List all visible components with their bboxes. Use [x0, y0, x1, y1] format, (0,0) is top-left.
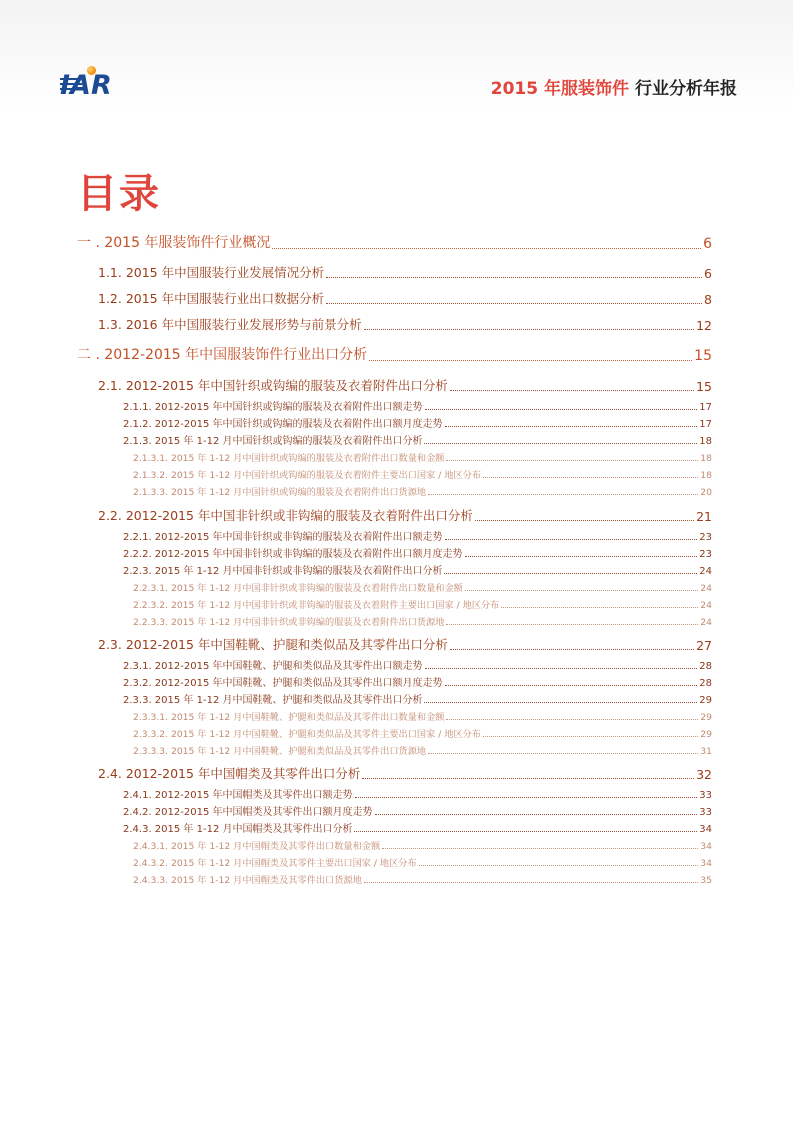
- toc-leader: [375, 814, 698, 815]
- toc-entry-text: 2.2.3.1. 2015 年 1-12 月中国非针织或非钩编的服装及衣着附件出口数量和金额: [133, 583, 463, 594]
- toc-entry-text: 2.4. 2012-2015 年中国帽类及其零件出口分析: [98, 766, 361, 781]
- toc-entry-text: 2.3.3.1. 2015 年 1-12 月中国鞋靴、护腿和类似品及其零件出口数量和金额: [133, 712, 445, 723]
- toc-entry-text: 2.2.2. 2012-2015 年中国非针织或非钩编的服装及衣着附件出口额月度走势: [123, 549, 463, 560]
- toc-entry-text: 2.1.1. 2012-2015 年中国针织或钩编的服装及衣着附件出口额走势: [123, 402, 423, 413]
- toc-entry-text: 2.1.2. 2012-2015 年中国针织或钩编的服装及衣着附件出口额月度走势: [123, 419, 443, 430]
- toc-leader: [483, 477, 698, 478]
- toc-entry-page: 6: [703, 236, 712, 252]
- toc-entry[interactable]: [77, 346, 712, 364]
- toc-entry-page: 27: [696, 638, 712, 653]
- toc-entry-page: 24: [700, 583, 712, 594]
- toc-entry[interactable]: [123, 676, 712, 689]
- toc-entry[interactable]: [133, 582, 712, 594]
- toc-entry-text: 2.3.1. 2012-2015 年中国鞋靴、护腿和类似品及其零件出口额走势: [123, 661, 423, 672]
- toc-leader: [424, 702, 697, 703]
- toc-entry-page: 18: [699, 436, 712, 447]
- toc-leader: [354, 831, 697, 832]
- toc-entry[interactable]: [133, 728, 712, 740]
- report-title-rest: 行业分析年报: [635, 79, 737, 99]
- toc-entry[interactable]: [123, 693, 712, 706]
- toc-leader: [465, 590, 698, 591]
- toc-entry[interactable]: [98, 766, 712, 782]
- logo-text: IAR: [60, 70, 112, 101]
- toc-entry-text: 二 . 2012-2015 年中国服装饰件行业出口分析: [77, 347, 368, 363]
- toc-entry[interactable]: [123, 564, 712, 577]
- toc-entry-text: 2.1.3. 2015 年 1-12 月中国针织或钩编的服装及衣着附件出口分析: [123, 436, 423, 447]
- toc-entry-page: 33: [699, 807, 712, 818]
- toc-entry-page: 34: [700, 841, 712, 852]
- toc-entry-page: 24: [700, 617, 712, 628]
- toc-entry-page: 20: [700, 487, 712, 498]
- toc-entry-text: 2.2.3.2. 2015 年 1-12 月中国非针织或非钩编的服装及衣着附件主要出口国家 / 地区分布: [133, 600, 500, 611]
- toc-entry-page: 34: [700, 858, 712, 869]
- toc-entry[interactable]: [133, 469, 712, 481]
- toc-entry-page: 17: [699, 402, 712, 413]
- toc-entry-page: 28: [699, 661, 712, 672]
- toc-entry[interactable]: [133, 711, 712, 723]
- toc-entry-text: 2.2.3.3. 2015 年 1-12 月中国非针织或非钩编的服装及衣着附件出口货源地: [133, 617, 445, 628]
- toc-entry[interactable]: [123, 417, 712, 430]
- toc-entry-text: 2.2.1. 2012-2015 年中国非针织或非钩编的服装及衣着附件出口额走势: [123, 532, 443, 543]
- toc-leader: [444, 573, 697, 574]
- toc-leader: [272, 248, 701, 249]
- toc-entry[interactable]: [123, 788, 712, 801]
- toc-entry-text: 1.1. 2015 年中国服装行业发展情况分析: [98, 265, 325, 280]
- toc-entry[interactable]: [98, 508, 712, 524]
- toc-entry[interactable]: [98, 317, 712, 333]
- iar-logo: [60, 66, 160, 102]
- toc-leader: [326, 303, 702, 304]
- toc-entry-text: 2.1.3.3. 2015 年 1-12 月中国针织或钩编的服装及衣着附件出口货源地: [133, 487, 427, 498]
- toc-entry[interactable]: [77, 234, 712, 252]
- toc-entry[interactable]: [133, 840, 712, 852]
- toc-entry[interactable]: [123, 530, 712, 543]
- toc-entry[interactable]: [123, 659, 712, 672]
- toc-leader: [364, 882, 699, 883]
- toc-entry-page: 23: [699, 532, 712, 543]
- toc-leader: [445, 539, 698, 540]
- toc-leader: [362, 778, 694, 779]
- toc-entry-page: 24: [699, 566, 712, 577]
- toc-entry[interactable]: [123, 805, 712, 818]
- toc-entry-page: 33: [699, 790, 712, 801]
- page-header: [0, 0, 793, 112]
- toc-entry[interactable]: [98, 378, 712, 394]
- toc-entry-text: 2.3.2. 2012-2015 年中国鞋靴、护腿和类似品及其零件出口额月度走势: [123, 678, 443, 689]
- toc-entry-text: 1.2. 2015 年中国服装行业出口数据分析: [98, 291, 325, 306]
- toc-leader: [428, 494, 698, 495]
- toc-entry-page: 34: [699, 824, 712, 835]
- toc-entry-text: 2.4.3. 2015 年 1-12 月中国帽类及其零件出口分析: [123, 824, 353, 835]
- toc-entry-page: 23: [699, 549, 712, 560]
- toc-leader: [465, 556, 698, 557]
- toc-entry-page: 24: [700, 600, 712, 611]
- toc-entry-page: 17: [699, 419, 712, 430]
- toc-leader: [475, 520, 694, 521]
- toc-entry-text: 2.1.3.2. 2015 年 1-12 月中国针织或钩编的服装及衣着附件主要出口国家 / 地区分布: [133, 470, 481, 481]
- toc-entry[interactable]: [133, 599, 712, 611]
- toc-leader: [369, 360, 692, 361]
- toc-leader: [425, 668, 698, 669]
- toc-entry[interactable]: [123, 547, 712, 560]
- toc-entry-text: 2.3.3. 2015 年 1-12 月中国鞋靴、护腿和类似品及其零件出口分析: [123, 695, 423, 706]
- toc-leader: [446, 719, 698, 720]
- toc-entry-page: 32: [696, 767, 712, 782]
- toc-entry-page: 29: [700, 712, 712, 723]
- toc-entry[interactable]: [133, 616, 712, 628]
- toc-entry-text: 2.4.3.1. 2015 年 1-12 月中国帽类及其零件出口数量和金额: [133, 841, 381, 852]
- toc-entry-text: 2.3.3.3. 2015 年 1-12 月中国鞋靴、护腿和类似品及其零件出口货源地: [133, 746, 427, 757]
- toc-entry-text: 2.4.1. 2012-2015 年中国帽类及其零件出口额走势: [123, 790, 353, 801]
- toc-entry[interactable]: [123, 400, 712, 413]
- toc-entry[interactable]: [133, 745, 712, 757]
- toc-entry-text: 2.4.2. 2012-2015 年中国帽类及其零件出口额月度走势: [123, 807, 373, 818]
- toc-entry[interactable]: [98, 637, 712, 653]
- toc-entry-page: 18: [700, 470, 712, 481]
- toc-entry-page: 29: [699, 695, 712, 706]
- toc-leader: [483, 736, 698, 737]
- toc-leader: [445, 426, 698, 427]
- toc-entry[interactable]: [133, 486, 712, 498]
- toc-entry-text: 2.1.3.1. 2015 年 1-12 月中国针织或钩编的服装及衣着附件出口数量和金额: [133, 453, 445, 464]
- toc-entry-page: 6: [704, 266, 712, 281]
- toc-leader: [326, 277, 702, 278]
- toc-entry-page: 12: [696, 318, 712, 333]
- toc-leader: [450, 390, 694, 391]
- toc-entry-page: 21: [696, 509, 712, 524]
- toc-entry-text: 1.3. 2016 年中国服装行业发展形势与前景分析: [98, 317, 362, 332]
- toc-entry-text: 2.4.3.3. 2015 年 1-12 月中国帽类及其零件出口货源地: [133, 875, 362, 886]
- toc-entry-page: 35: [700, 875, 712, 886]
- toc-leader: [446, 624, 698, 625]
- toc-leader: [445, 685, 698, 686]
- toc-leader: [364, 329, 694, 330]
- toc-entry-page: 18: [700, 453, 712, 464]
- toc-leader: [419, 865, 699, 866]
- toc-leader: [446, 460, 698, 461]
- toc-leader: [355, 797, 698, 798]
- toc-entry-text: 2.1. 2012-2015 年中国针织或钩编的服装及衣着附件出口分析: [98, 378, 448, 393]
- toc-entry[interactable]: [133, 874, 712, 886]
- toc-entry[interactable]: [123, 822, 712, 835]
- toc-entry-text: 2.2.3. 2015 年 1-12 月中国非针织或非钩编的服装及衣着附件出口分析: [123, 566, 443, 577]
- toc-leader: [501, 607, 698, 608]
- toc-leader: [450, 649, 694, 650]
- toc-entry[interactable]: [98, 265, 712, 281]
- toc-entry[interactable]: [98, 291, 712, 307]
- toc-entry-page: 15: [696, 379, 712, 394]
- toc-entry-page: 8: [704, 292, 712, 307]
- toc-leader: [428, 753, 698, 754]
- report-title-accent: 2015 年服装饰件: [490, 79, 629, 99]
- toc-entry[interactable]: [123, 434, 712, 447]
- toc-leader: [425, 409, 698, 410]
- toc-entry[interactable]: [133, 857, 712, 869]
- toc-leader: [382, 848, 698, 849]
- toc-entry-page: 15: [694, 348, 712, 364]
- toc-entry-text: 一 . 2015 年服装饰件行业概况: [77, 235, 271, 251]
- toc-entry-text: 2.3.3.2. 2015 年 1-12 月中国鞋靴、护腿和类似品及其零件主要出口国家 / 地区分布: [133, 729, 481, 740]
- toc-title: 目录: [77, 171, 161, 217]
- toc-entry-page: 31: [700, 746, 712, 757]
- report-title: [491, 74, 737, 99]
- toc-entry-text: 2.4.3.2. 2015 年 1-12 月中国帽类及其零件主要出口国家 / 地区分布: [133, 858, 417, 869]
- toc-entry-text: 2.2. 2012-2015 年中国非针织或非钩编的服装及衣着附件出口分析: [98, 508, 473, 523]
- toc-entry[interactable]: [133, 452, 712, 464]
- toc-entry-text: 2.3. 2012-2015 年中国鞋靴、护腿和类似品及其零件出口分析: [98, 637, 448, 652]
- toc-entry-page: 28: [699, 678, 712, 689]
- toc-leader: [424, 443, 697, 444]
- toc-entry-page: 29: [700, 729, 712, 740]
